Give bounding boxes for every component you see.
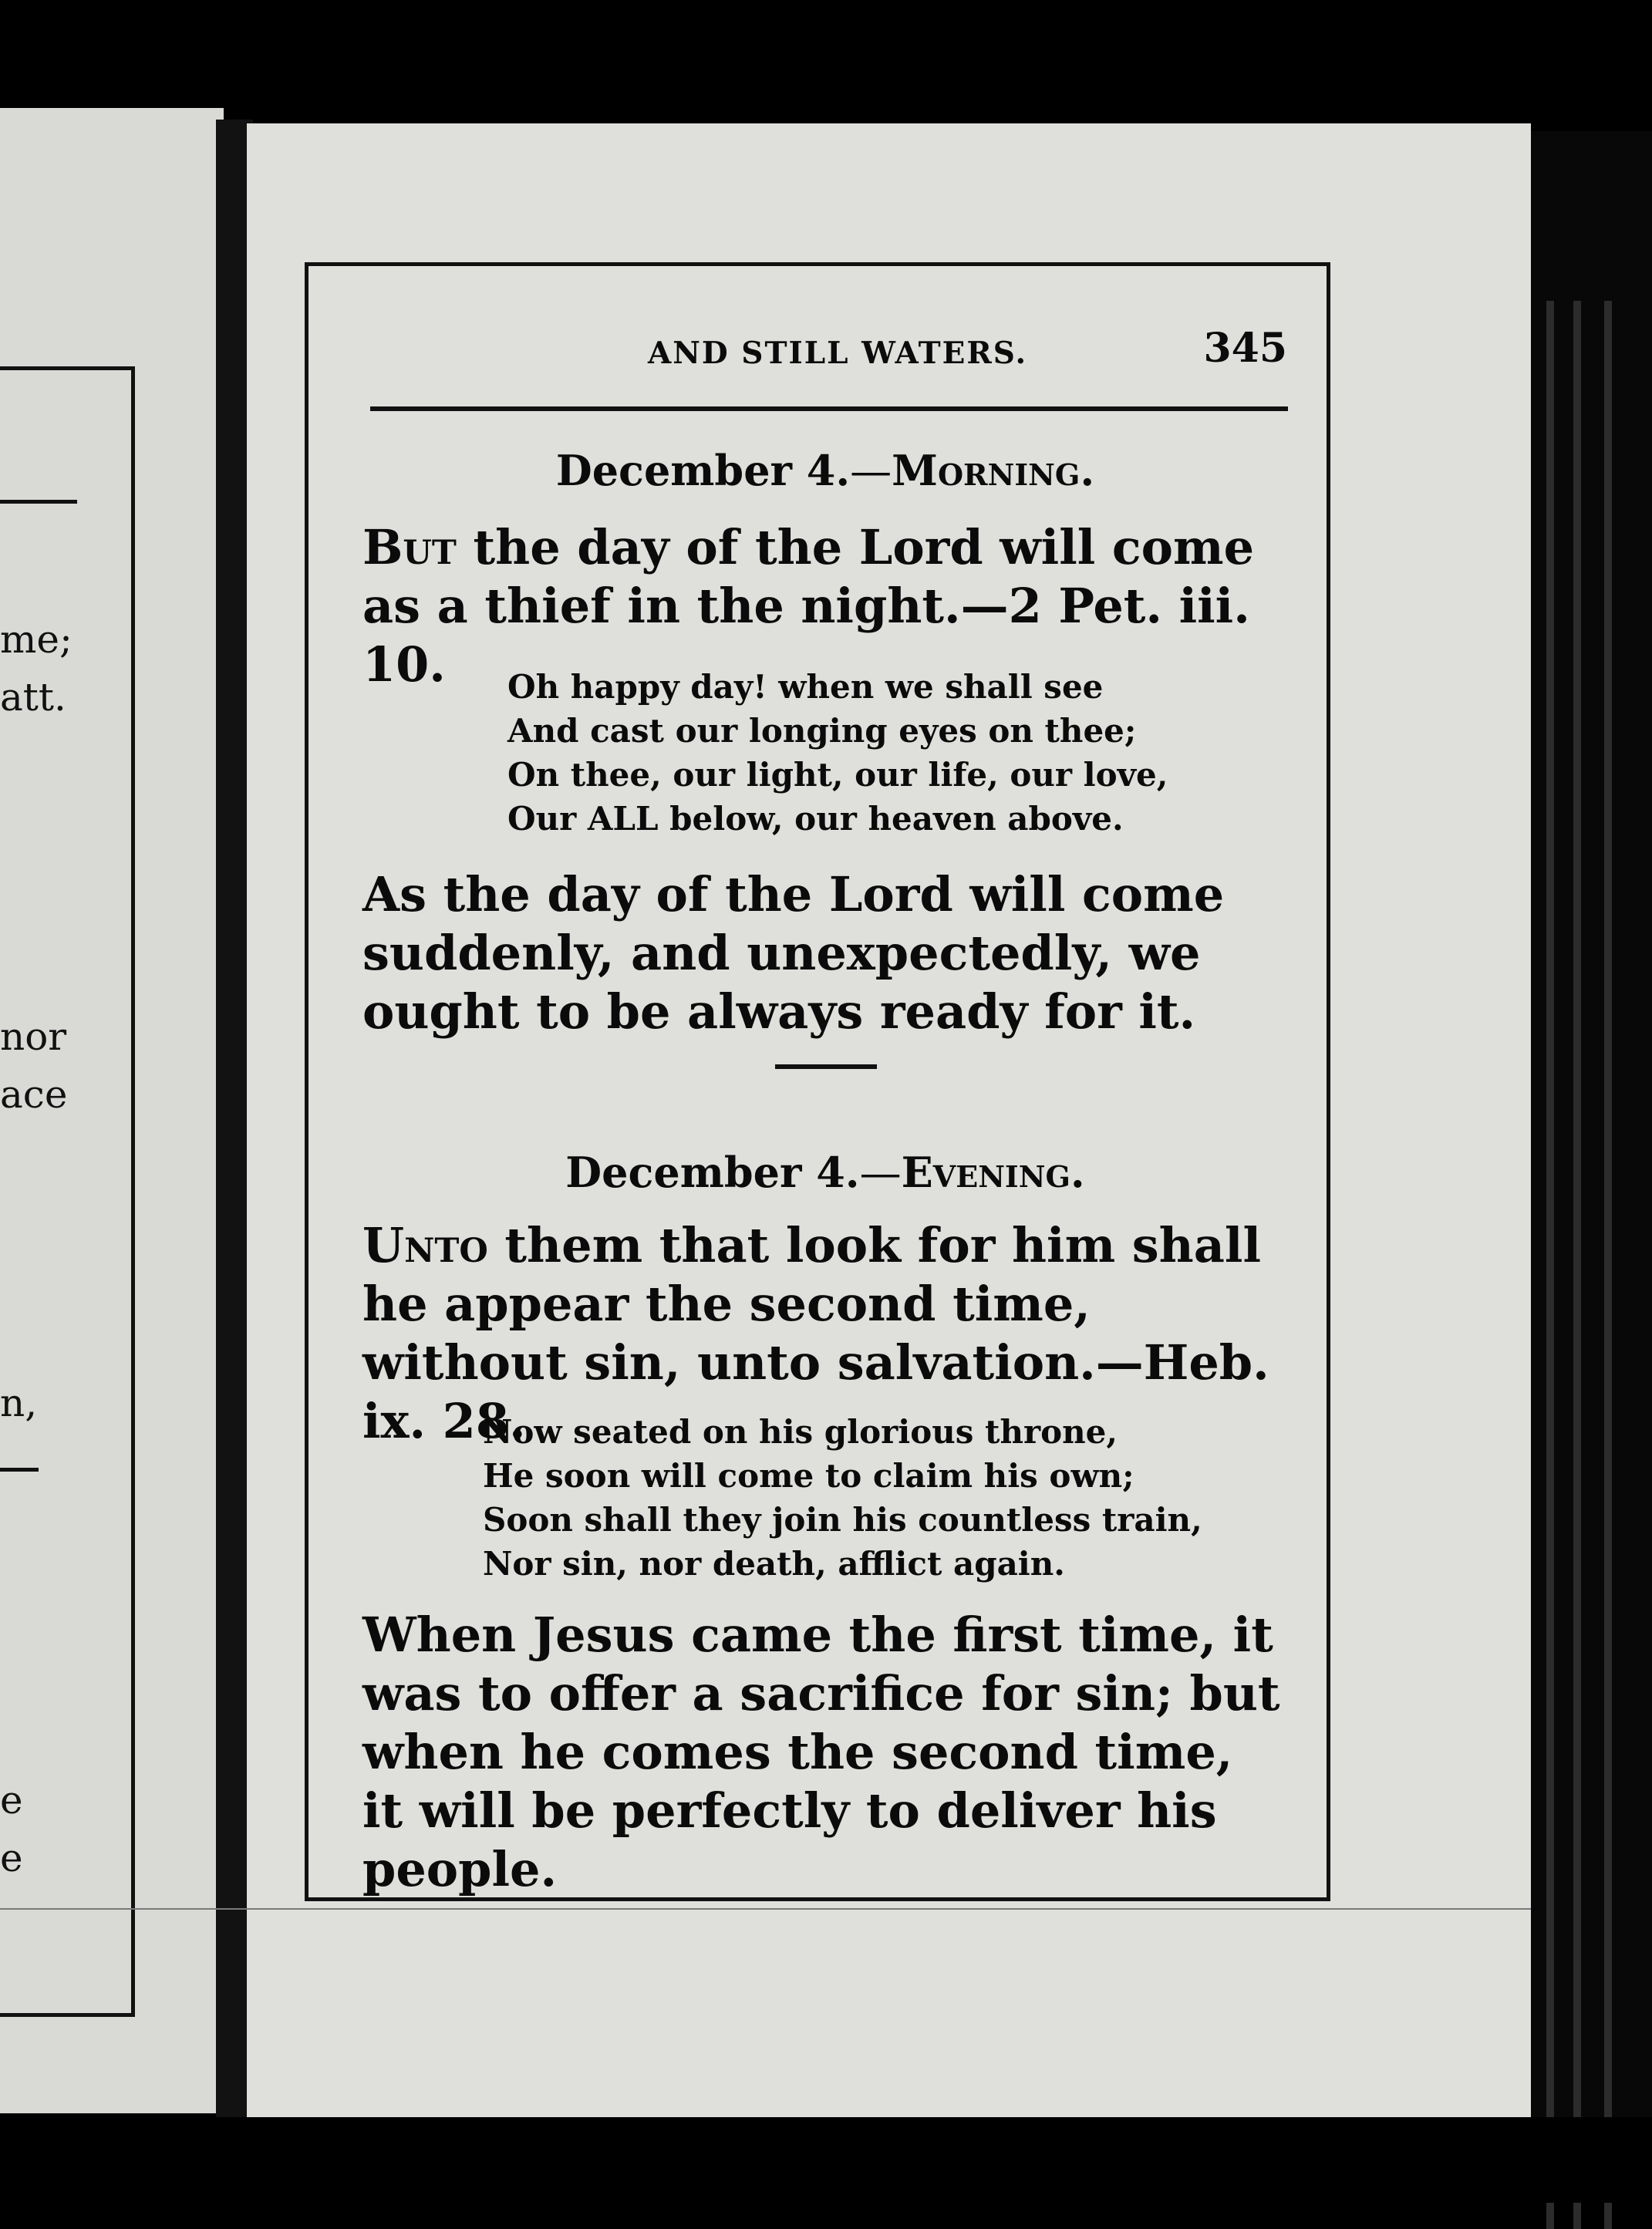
previous-page-frame	[0, 366, 135, 2017]
scan-bottom-border	[0, 2117, 1652, 2203]
previous-page-fragment: e	[0, 1778, 23, 1823]
scripture-lead-word: Unto	[362, 1217, 488, 1273]
reflection-text-evening: When Jesus came the first time, it was to offer a sacrifice for sin; but when he comes the second time, it will be perfectly to deliver his people.	[362, 1607, 1280, 1897]
page-header	[366, 312, 1292, 372]
verse-line: Soon shall they join his countless train,	[483, 1501, 1202, 1539]
verse-line: And cast our longing eyes on thee;	[507, 712, 1137, 750]
entry-time-of-day: Morning.	[892, 446, 1095, 495]
hymn-verse-morning	[507, 665, 1168, 841]
entry-heading-morning: December 4.—Morning.	[555, 446, 1095, 495]
page-fold-line	[0, 1908, 1531, 1910]
entry-time-of-day: Evening.	[901, 1148, 1085, 1197]
previous-page-rule	[0, 500, 77, 504]
previous-page-edge	[0, 108, 224, 2113]
hymn-verse-evening	[483, 1410, 1202, 1586]
page-number: 345	[1203, 325, 1287, 372]
book-right-edge	[1531, 131, 1652, 2203]
running-head: AND STILL WATERS.	[648, 336, 1028, 371]
page-edge-strip	[1546, 301, 1554, 2229]
previous-page-fragment: att.	[0, 675, 66, 720]
verse-line: Nor sin, nor death, afflict again.	[483, 1545, 1065, 1583]
verse-line: On thee, our light, our life, our love,	[507, 756, 1168, 794]
verse-line: Now seated on his glorious throne,	[483, 1413, 1118, 1451]
scripture-body: the day of the Lord will come as a thief in the night.—2 Pet. iii. 10.	[362, 519, 1255, 693]
entry-date: December 4.	[555, 446, 851, 495]
page-edge-strip	[1604, 301, 1612, 2229]
verse-line: Oh happy day! when we shall see	[507, 668, 1104, 706]
previous-page-fragment: e	[0, 1836, 23, 1880]
reflection-text-morning: As the day of the Lord will come suddenly, and unexpectedly, we ought to be always ready for it.	[362, 866, 1225, 1040]
previous-page-fragment: n,	[0, 1381, 38, 1425]
entry-heading-evening: December 4.—Evening.	[565, 1148, 1085, 1197]
verse-line: He soon will come to claim his own;	[483, 1457, 1134, 1495]
verse-line: Our ALL below, our heaven above.	[507, 800, 1124, 838]
previous-page-fragment: ace	[0, 1072, 68, 1117]
entry-separator-rule	[775, 1064, 877, 1069]
entry-date: December 4.	[565, 1148, 860, 1197]
previous-page-rule	[0, 1468, 39, 1472]
scan-top-border	[0, 0, 1652, 116]
scripture-body: them that look for him shall he appear the second time, without sin, unto salvation.—Heb. ix. 28.	[362, 1217, 1269, 1449]
header-rule	[370, 406, 1288, 411]
previous-page-fragment: me;	[0, 617, 72, 662]
page-edge-strip	[1573, 301, 1581, 2229]
previous-page-fragment: nor	[0, 1014, 67, 1059]
scripture-lead-word: But	[362, 519, 457, 575]
